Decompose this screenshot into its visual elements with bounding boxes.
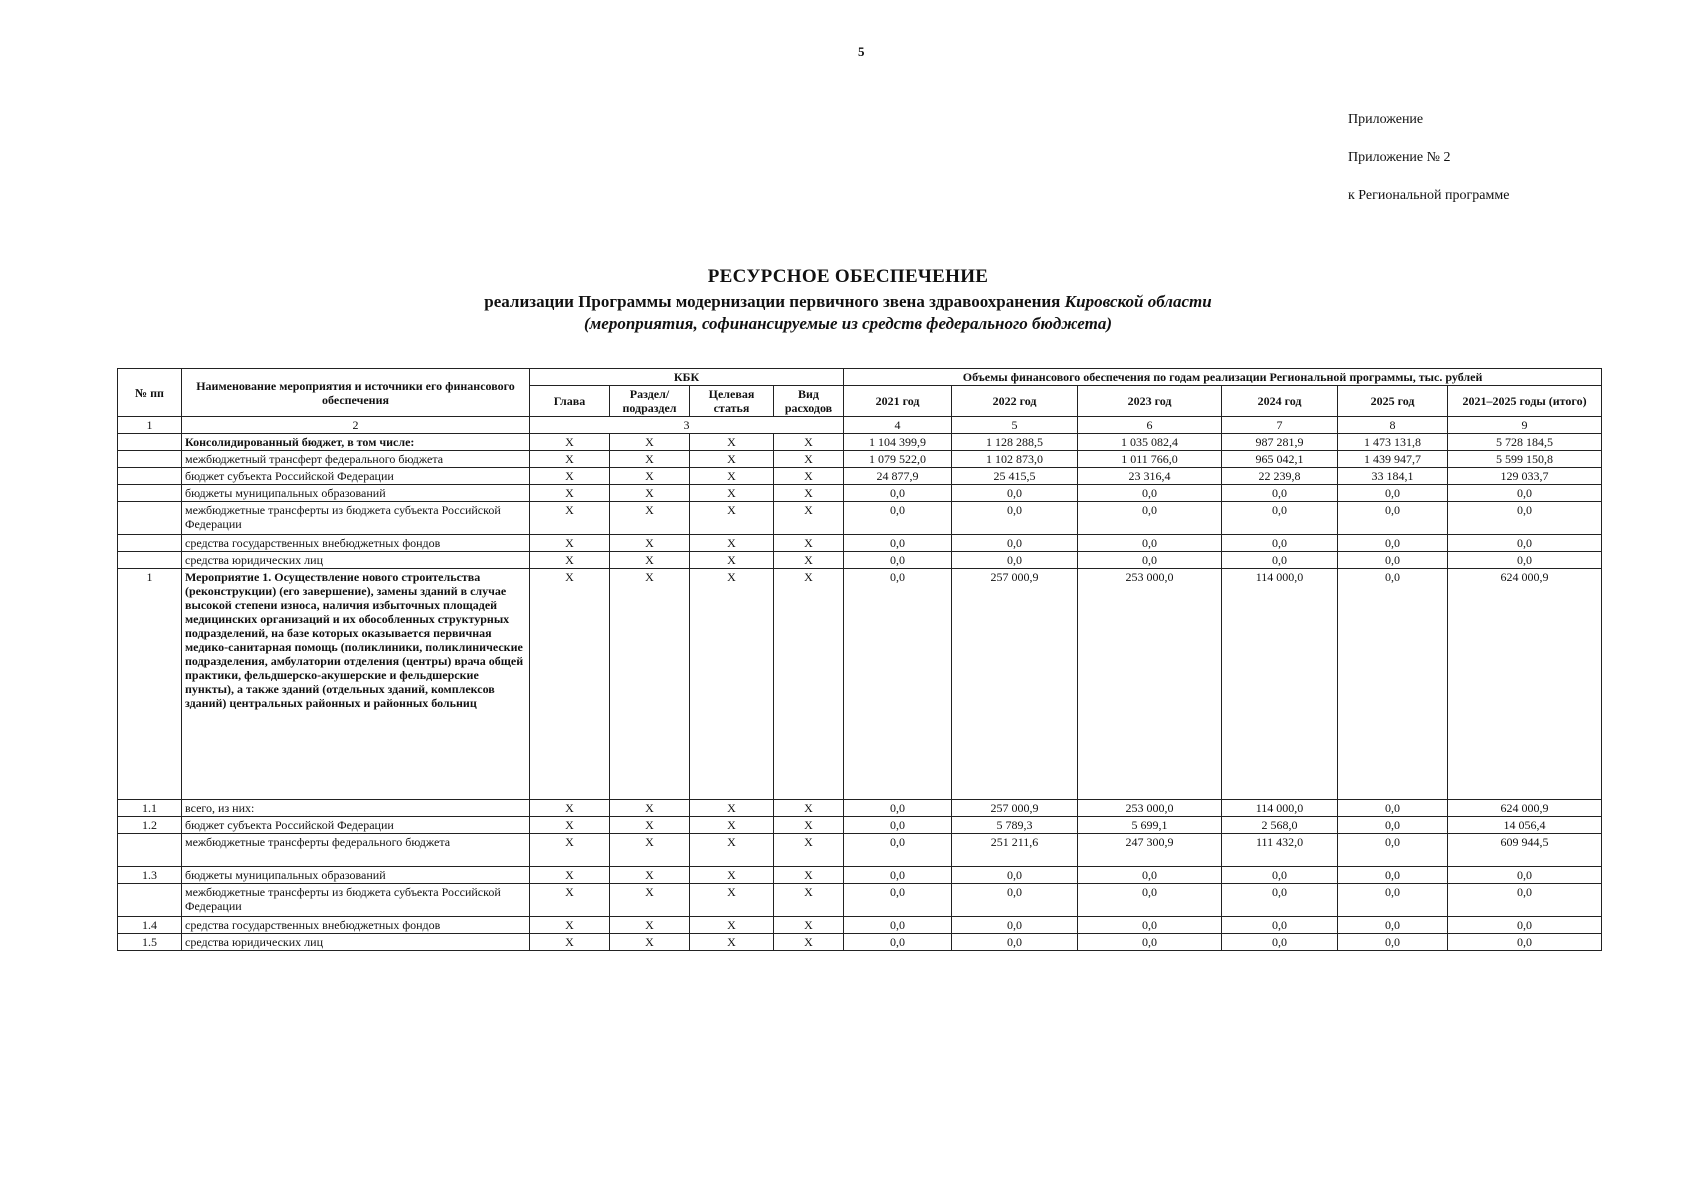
cell-k4: X [774,434,844,451]
cell-vtotal: 0,0 [1448,552,1602,569]
cell-name: Консолидированный бюджет, в том числе: [182,434,530,451]
cell-vtotal: 0,0 [1448,867,1602,884]
cell-num [118,434,182,451]
cell-name: средства государственных внебюджетных фондов [182,535,530,552]
title-sub-italic: Кировской области [1064,292,1212,311]
header-2023: 2023 год [1078,386,1222,417]
cell-k3: X [690,502,774,535]
cell-name: бюджет субъекта Российской Федерации [182,468,530,485]
cell-v2025: 0,0 [1338,485,1448,502]
cell-vtotal: 129 033,7 [1448,468,1602,485]
cell-k4: X [774,867,844,884]
header-celevaya: Целевая статья [690,386,774,417]
cell-k1: X [530,834,610,867]
cell-k2: X [610,817,690,834]
header-kbk: КБК [530,369,844,386]
cell-v2022: 0,0 [952,884,1078,917]
cell-name: средства юридических лиц [182,934,530,951]
cell-name: межбюджетные трансферты из бюджета субъекта Российской Федерации [182,884,530,917]
table-row [118,917,1602,934]
cell-k3: X [690,800,774,817]
cell-v2023: 0,0 [1078,485,1222,502]
cell-v2024: 2 568,0 [1222,817,1338,834]
cell-v2023: 0,0 [1078,934,1222,951]
cell-k2: X [610,834,690,867]
cell-vtotal: 0,0 [1448,934,1602,951]
cell-v2023: 247 300,9 [1078,834,1222,867]
cell-k1: X [530,917,610,934]
cell-k1: X [530,552,610,569]
cell-v2021: 0,0 [844,485,952,502]
cell-v2024: 965 042,1 [1222,451,1338,468]
cell-k3: X [690,535,774,552]
cell-k2: X [610,552,690,569]
cell-v2025: 0,0 [1338,569,1448,800]
cell-k4: X [774,800,844,817]
cell-v2024: 0,0 [1222,884,1338,917]
cell-v2021: 0,0 [844,800,952,817]
cell-k2: X [610,468,690,485]
cell-v2022: 0,0 [952,934,1078,951]
cell-k4: X [774,485,844,502]
table-row [118,434,1602,451]
cell-num: 1.4 [118,917,182,934]
cell-name: средства государственных внебюджетных фондов [182,917,530,934]
cell-name: бюджеты муниципальных образований [182,867,530,884]
cell-vtotal: 0,0 [1448,502,1602,535]
cell-k2: X [610,569,690,800]
cell-name: бюджеты муниципальных образований [182,485,530,502]
cell-k3: X [690,867,774,884]
cell-k2: X [610,451,690,468]
cell-v2021: 0,0 [844,834,952,867]
table-row [118,502,1602,535]
cell-k1: X [530,535,610,552]
cell-v2023: 1 035 082,4 [1078,434,1222,451]
cell-k4: X [774,451,844,468]
cell-num: 1.1 [118,800,182,817]
cell-k2: X [610,884,690,917]
cell-v2024: 111 432,0 [1222,834,1338,867]
header-name: Наименование мероприятия и источники его финансового обеспечения [182,369,530,417]
cell-v2024: 0,0 [1222,934,1338,951]
table-row [118,468,1602,485]
cell-k1: X [530,867,610,884]
table-row [118,569,1602,800]
cell-k1: X [530,934,610,951]
index-cell: 2 [182,417,530,434]
table-row [118,800,1602,817]
cell-name: Мероприятие 1. Осуществление нового строительства (реконструкции) (его завершение), замены зданий в случае высокой степени износа, наличия избыточных площадей медицинских организаций и их обособленных структурных подразделений, на базе которых оказывается первичная медико-санитарная помощь (поликлиники, поликлинические подразделения, амбулатории отделения (центры) врача общей практики, фельдшерско-акушерские и фельдшерские пункты), а также зданий (отдельных зданий, комплексов зданий) центральных районных и районных больниц [182,569,530,800]
cell-v2023: 5 699,1 [1078,817,1222,834]
cell-v2023: 0,0 [1078,884,1222,917]
title-sub [0,292,1696,312]
table-body [118,434,1602,951]
cell-vtotal: 0,0 [1448,884,1602,917]
cell-v2022: 25 415,5 [952,468,1078,485]
cell-v2021: 1 104 399,9 [844,434,952,451]
cell-vtotal: 14 056,4 [1448,817,1602,834]
cell-v2021: 0,0 [844,867,952,884]
table-row [118,552,1602,569]
cell-name: межбюджетные трансферты из бюджета субъекта Российской Федерации [182,502,530,535]
cell-v2023: 253 000,0 [1078,800,1222,817]
cell-k2: X [610,502,690,535]
cell-k1: X [530,800,610,817]
cell-k3: X [690,884,774,917]
cell-v2022: 1 102 873,0 [952,451,1078,468]
cell-v2021: 0,0 [844,934,952,951]
cell-k3: X [690,451,774,468]
table-row [118,884,1602,917]
cell-k4: X [774,535,844,552]
cell-v2022: 257 000,9 [952,800,1078,817]
cell-num: 1.3 [118,867,182,884]
cell-k3: X [690,834,774,867]
cell-k1: X [530,468,610,485]
cell-k1: X [530,485,610,502]
annex-line-1: Приложение [1348,112,1424,127]
cell-vtotal: 609 944,5 [1448,834,1602,867]
cell-name: всего, из них: [182,800,530,817]
cell-k2: X [610,917,690,934]
cell-k4: X [774,468,844,485]
cell-num: 1 [118,569,182,800]
cell-v2025: 0,0 [1338,552,1448,569]
cell-v2024: 0,0 [1222,485,1338,502]
cell-v2023: 0,0 [1078,552,1222,569]
annex-line-3: к Региональной программе [1348,188,1510,203]
header-2025: 2025 год [1338,386,1448,417]
cell-k4: X [774,884,844,917]
resource-table [117,368,1602,951]
cell-k3: X [690,917,774,934]
table-row [118,485,1602,502]
index-cell: 4 [844,417,952,434]
cell-v2022: 0,0 [952,552,1078,569]
cell-v2025: 0,0 [1338,917,1448,934]
cell-v2023: 0,0 [1078,867,1222,884]
cell-v2025: 0,0 [1338,884,1448,917]
header-row-1 [118,369,1602,386]
cell-num [118,552,182,569]
cell-num: 1.5 [118,934,182,951]
cell-v2025: 0,0 [1338,934,1448,951]
cell-v2024: 114 000,0 [1222,800,1338,817]
cell-num [118,834,182,867]
cell-v2023: 23 316,4 [1078,468,1222,485]
cell-v2025: 33 184,1 [1338,468,1448,485]
cell-v2023: 0,0 [1078,535,1222,552]
annex-line-2: Приложение № 2 [1348,150,1451,165]
cell-k1: X [530,569,610,800]
cell-vtotal: 624 000,9 [1448,800,1602,817]
cell-v2022: 1 128 288,5 [952,434,1078,451]
index-cell: 7 [1222,417,1338,434]
cell-k2: X [610,434,690,451]
cell-k4: X [774,834,844,867]
cell-k3: X [690,468,774,485]
cell-v2021: 24 877,9 [844,468,952,485]
cell-vtotal: 5 728 184,5 [1448,434,1602,451]
cell-vtotal: 0,0 [1448,485,1602,502]
cell-k1: X [530,817,610,834]
cell-name: межбюджетный трансферт федерального бюджета [182,451,530,468]
page-number: 5 [858,44,865,59]
cell-v2025: 0,0 [1338,535,1448,552]
cell-v2021: 0,0 [844,502,952,535]
cell-v2024: 0,0 [1222,552,1338,569]
header-2022: 2022 год [952,386,1078,417]
cell-v2023: 253 000,0 [1078,569,1222,800]
cell-v2025: 0,0 [1338,867,1448,884]
cell-v2025: 0,0 [1338,817,1448,834]
cell-v2025: 1 473 131,8 [1338,434,1448,451]
header-num: № пп [118,369,182,417]
cell-v2023: 0,0 [1078,502,1222,535]
cell-v2022: 0,0 [952,502,1078,535]
cell-v2022: 5 789,3 [952,817,1078,834]
cell-vtotal: 0,0 [1448,535,1602,552]
cell-v2025: 0,0 [1338,502,1448,535]
cell-v2025: 0,0 [1338,834,1448,867]
cell-v2024: 0,0 [1222,502,1338,535]
cell-k4: X [774,552,844,569]
index-cell: 3 [530,417,844,434]
cell-k4: X [774,917,844,934]
cell-v2025: 0,0 [1338,800,1448,817]
cell-k3: X [690,552,774,569]
header-2021: 2021 год [844,386,952,417]
header-razdel: Раздел/ подраздел [610,386,690,417]
cell-v2021: 0,0 [844,817,952,834]
index-cell: 1 [118,417,182,434]
index-row [118,417,1602,434]
cell-v2024: 987 281,9 [1222,434,1338,451]
cell-k2: X [610,485,690,502]
cell-k2: X [610,867,690,884]
cell-num [118,884,182,917]
cell-k4: X [774,934,844,951]
cell-v2022: 251 211,6 [952,834,1078,867]
table-row [118,451,1602,468]
cell-k2: X [610,535,690,552]
cell-v2021: 0,0 [844,884,952,917]
title-sub-plain: реализации Программы модернизации первичного звена здравоохранения [484,292,1061,311]
table-row [118,535,1602,552]
cell-k1: X [530,884,610,917]
header-volumes: Объемы финансового обеспечения по годам реализации Региональной программы, тыс. рублей [844,369,1602,386]
cell-v2024: 22 239,8 [1222,468,1338,485]
title-main: РЕСУРСНОЕ ОБЕСПЕЧЕНИЕ [707,266,989,287]
cell-name: средства юридических лиц [182,552,530,569]
table-row [118,834,1602,867]
cell-vtotal: 624 000,9 [1448,569,1602,800]
cell-num [118,502,182,535]
cell-name: межбюджетные трансферты федерального бюджета [182,834,530,867]
cell-num [118,535,182,552]
cell-v2022: 0,0 [952,535,1078,552]
cell-v2024: 0,0 [1222,535,1338,552]
table-row [118,934,1602,951]
cell-v2023: 1 011 766,0 [1078,451,1222,468]
cell-v2021: 0,0 [844,535,952,552]
document-title [0,266,1696,334]
cell-v2021: 0,0 [844,917,952,934]
cell-v2021: 0,0 [844,552,952,569]
cell-k1: X [530,434,610,451]
cell-v2022: 0,0 [952,917,1078,934]
cell-v2022: 0,0 [952,867,1078,884]
index-cell: 8 [1338,417,1448,434]
cell-k4: X [774,569,844,800]
table-row [118,817,1602,834]
header-glava: Глава [530,386,610,417]
header-total: 2021–2025 годы (итого) [1448,386,1602,417]
header-vid: Вид расходов [774,386,844,417]
cell-v2021: 1 079 522,0 [844,451,952,468]
cell-vtotal: 0,0 [1448,917,1602,934]
title-paren: (мероприятия, софинансируемые из средств федерального бюджета) [583,314,1113,333]
cell-k1: X [530,451,610,468]
index-cell: 5 [952,417,1078,434]
cell-v2024: 0,0 [1222,917,1338,934]
cell-k1: X [530,502,610,535]
index-cell: 6 [1078,417,1222,434]
cell-v2024: 0,0 [1222,867,1338,884]
index-cell: 9 [1448,417,1602,434]
cell-v2025: 1 439 947,7 [1338,451,1448,468]
header-2024: 2024 год [1222,386,1338,417]
cell-v2021: 0,0 [844,569,952,800]
cell-v2022: 257 000,9 [952,569,1078,800]
cell-num [118,485,182,502]
cell-num [118,468,182,485]
cell-k4: X [774,502,844,535]
cell-num: 1.2 [118,817,182,834]
cell-v2024: 114 000,0 [1222,569,1338,800]
cell-v2023: 0,0 [1078,917,1222,934]
cell-k3: X [690,569,774,800]
cell-name: бюджет субъекта Российской Федерации [182,817,530,834]
cell-vtotal: 5 599 150,8 [1448,451,1602,468]
cell-k2: X [610,934,690,951]
cell-k3: X [690,485,774,502]
cell-k4: X [774,817,844,834]
cell-k3: X [690,817,774,834]
cell-num [118,451,182,468]
cell-k3: X [690,934,774,951]
cell-v2022: 0,0 [952,485,1078,502]
cell-k3: X [690,434,774,451]
table-row [118,867,1602,884]
cell-k2: X [610,800,690,817]
